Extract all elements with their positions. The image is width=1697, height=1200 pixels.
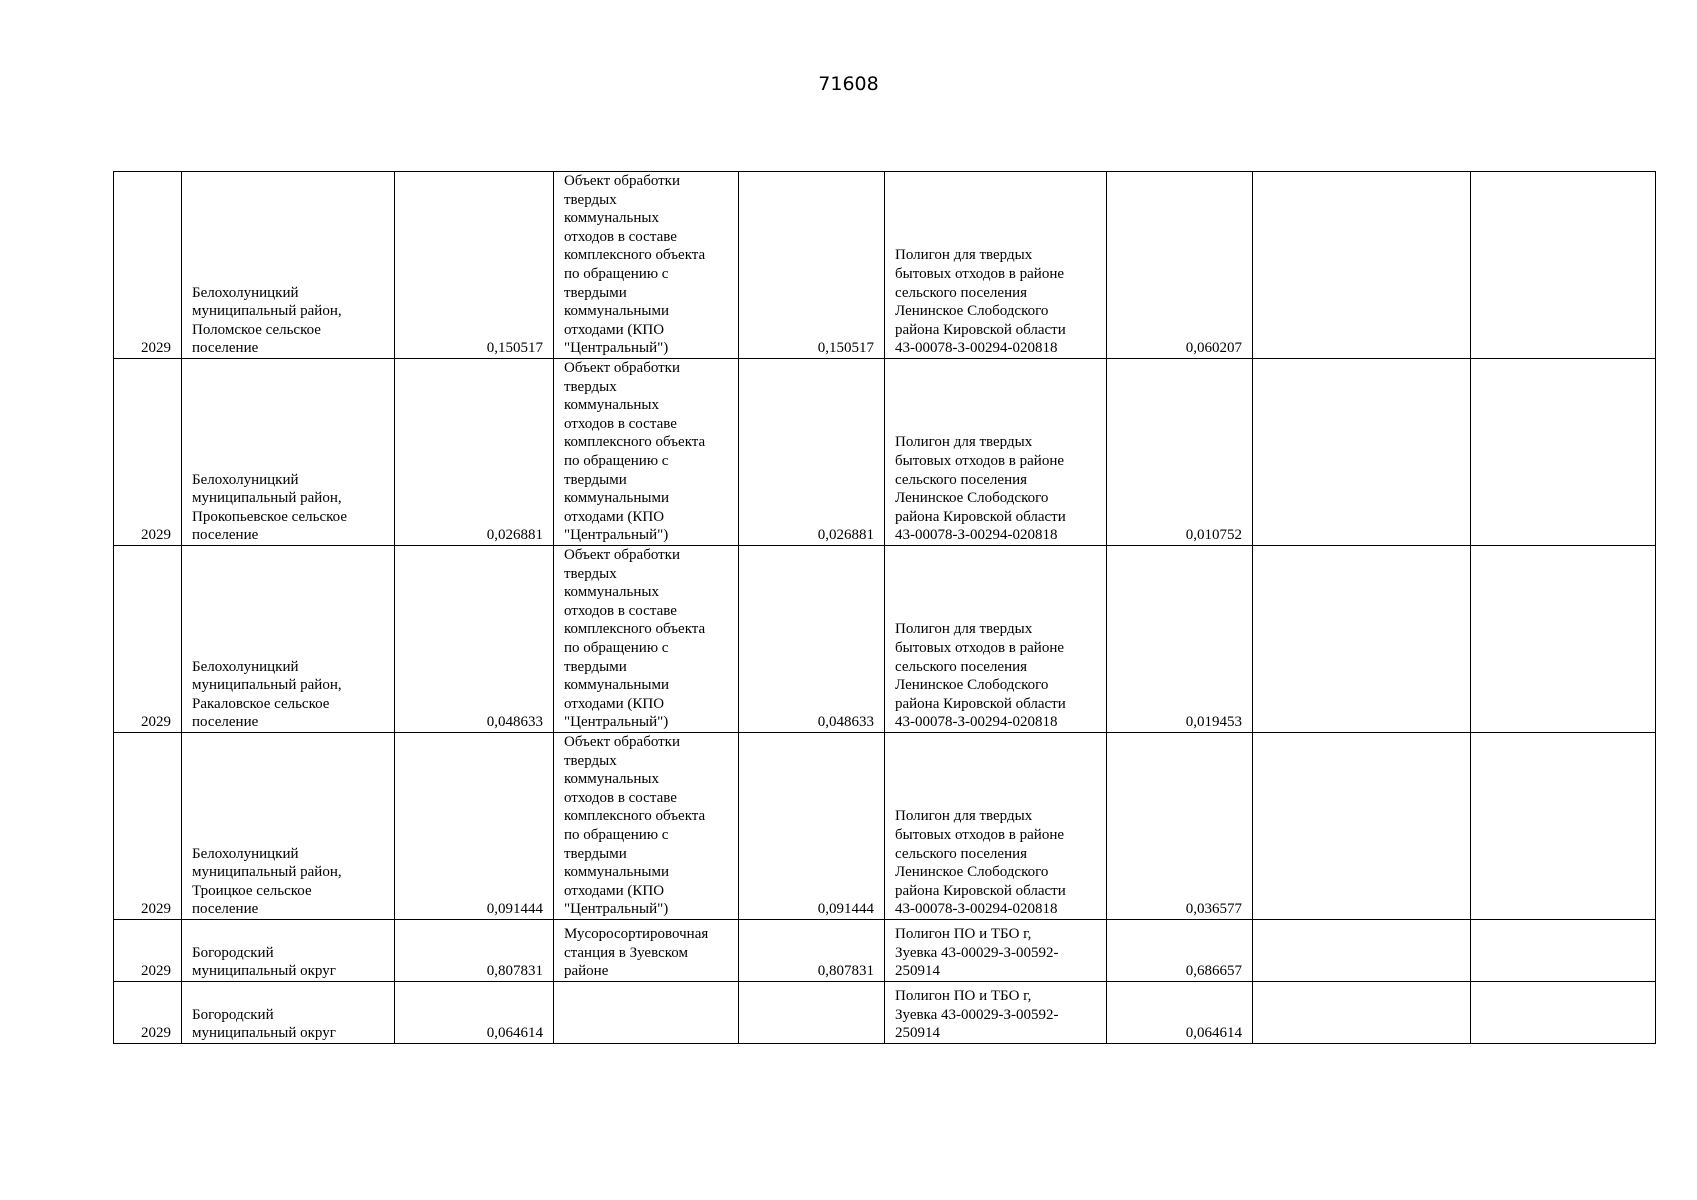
landfill-amount-cell: 0,686657 [1107, 920, 1253, 982]
landfill-amount-cell: 0,019453 [1107, 546, 1253, 733]
year-cell: 2029 [114, 982, 182, 1044]
facility-amount-cell [739, 982, 885, 1044]
territory-cell: Белохолуницкий муниципальный район, Троицкое сельское поселение [182, 733, 395, 920]
extra-cell-1 [1253, 172, 1471, 359]
extra-cell-2 [1471, 920, 1656, 982]
facility-amount-cell: 0,048633 [739, 546, 885, 733]
amount-cell: 0,807831 [395, 920, 554, 982]
facility-amount-cell: 0,150517 [739, 172, 885, 359]
amount-cell: 0,091444 [395, 733, 554, 920]
extra-cell-1 [1253, 733, 1471, 920]
year-cell: 2029 [114, 920, 182, 982]
amount-cell: 0,026881 [395, 359, 554, 546]
territory-cell: Богородский муниципальный округ [182, 920, 395, 982]
year-cell: 2029 [114, 733, 182, 920]
extra-cell-1 [1253, 920, 1471, 982]
extra-cell-1 [1253, 982, 1471, 1044]
year-cell: 2029 [114, 359, 182, 546]
amount-cell: 0,150517 [395, 172, 554, 359]
facility-cell: Мусоросортировочная станция в Зуевском районе [554, 920, 739, 982]
facility-cell: Объект обработки твердых коммунальных отходов в составе комплексного объекта по обращению с твердыми коммунальными отходами (КПО "Центральный") [554, 172, 739, 359]
table-row [114, 982, 1656, 1044]
data-table [113, 171, 1656, 1044]
facility-amount-cell: 0,091444 [739, 733, 885, 920]
table-row [114, 920, 1656, 982]
table-row [114, 733, 1656, 920]
facility-cell: Объект обработки твердых коммунальных отходов в составе комплексного объекта по обращению с твердыми коммунальными отходами (КПО "Центральный") [554, 359, 739, 546]
landfill-amount-cell: 0,064614 [1107, 982, 1253, 1044]
landfill-amount-cell: 0,060207 [1107, 172, 1253, 359]
extra-cell-2 [1471, 546, 1656, 733]
landfill-cell: Полигон для твердых бытовых отходов в районе сельского поселения Ленинское Слободского района Кировской области 43-00078-З-00294-020818 [885, 172, 1107, 359]
territory-cell: Белохолуницкий муниципальный район, Ракаловское сельское поселение [182, 546, 395, 733]
facility-cell: Объект обработки твердых коммунальных отходов в составе комплексного объекта по обращению с твердыми коммунальными отходами (КПО "Центральный") [554, 733, 739, 920]
amount-cell: 0,048633 [395, 546, 554, 733]
extra-cell-2 [1471, 733, 1656, 920]
table-row [114, 546, 1656, 733]
extra-cell-2 [1471, 359, 1656, 546]
facility-cell: Объект обработки твердых коммунальных отходов в составе комплексного объекта по обращению с твердыми коммунальными отходами (КПО "Центральный") [554, 546, 739, 733]
landfill-cell: Полигон для твердых бытовых отходов в районе сельского поселения Ленинское Слободского района Кировской области 43-00078-З-00294-020818 [885, 359, 1107, 546]
facility-cell [554, 982, 739, 1044]
landfill-cell: Полигон ПО и ТБО г, Зуевка 43-00029-З-00592- 250914 [885, 982, 1107, 1044]
landfill-cell: Полигон для твердых бытовых отходов в районе сельского поселения Ленинское Слободского района Кировской области 43-00078-З-00294-020818 [885, 546, 1107, 733]
page-number: 71608 [818, 73, 879, 95]
landfill-cell: Полигон для твердых бытовых отходов в районе сельского поселения Ленинское Слободского района Кировской области 43-00078-З-00294-020818 [885, 733, 1107, 920]
table-row [114, 172, 1656, 359]
year-cell: 2029 [114, 546, 182, 733]
landfill-cell: Полигон ПО и ТБО г, Зуевка 43-00029-З-00592- 250914 [885, 920, 1107, 982]
facility-amount-cell: 0,026881 [739, 359, 885, 546]
table-row [114, 359, 1656, 546]
extra-cell-1 [1253, 359, 1471, 546]
landfill-amount-cell: 0,010752 [1107, 359, 1253, 546]
amount-cell: 0,064614 [395, 982, 554, 1044]
territory-cell: Белохолуницкий муниципальный район, Прокопьевское сельское поселение [182, 359, 395, 546]
landfill-amount-cell: 0,036577 [1107, 733, 1253, 920]
facility-amount-cell: 0,807831 [739, 920, 885, 982]
extra-cell-2 [1471, 172, 1656, 359]
extra-cell-2 [1471, 982, 1656, 1044]
extra-cell-1 [1253, 546, 1471, 733]
year-cell: 2029 [114, 172, 182, 359]
territory-cell: Богородский муниципальный округ [182, 982, 395, 1044]
territory-cell: Белохолуницкий муниципальный район, Поломское сельское поселение [182, 172, 395, 359]
